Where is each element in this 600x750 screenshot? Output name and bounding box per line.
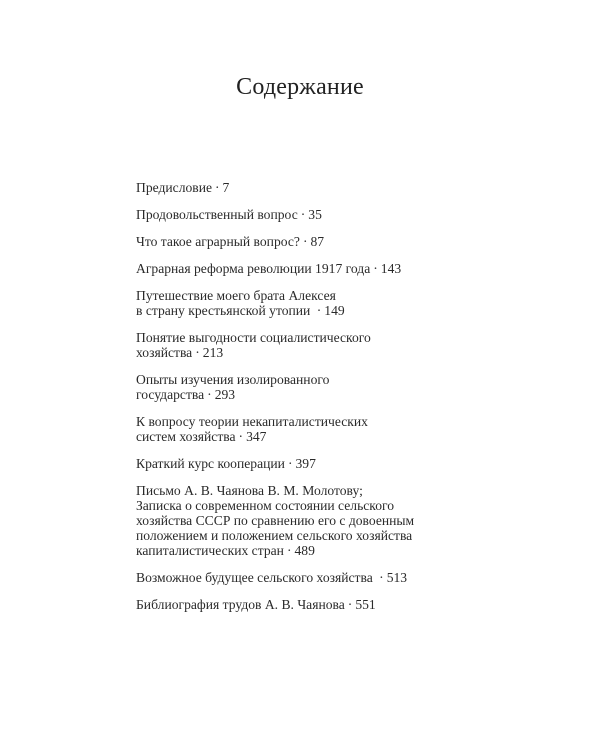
toc-entry-title-line: капиталистических стран (136, 543, 284, 558)
toc-entry[interactable]: Письмо А. В. Чаянова В. М. Молотову; Записка о современном состоянии сельского хозяйства СССР по сравнению его с довоенным положением и положением сельского хозяйства капиталистических стран · 489 (136, 483, 456, 558)
toc-entry[interactable]: Краткий курс кооперации · 397 (136, 456, 316, 471)
toc-entry-page: 35 (308, 207, 322, 222)
toc-entry-title: Что такое аграрный вопрос? (136, 234, 300, 249)
toc-entry-title: Краткий курс кооперации (136, 456, 285, 471)
toc-entry-page: 213 (202, 345, 224, 360)
toc-entry-title-line: государства (136, 387, 205, 402)
toc-entry[interactable]: Путешествие моего брата Алексея в страну крестьянской утопии · 149 (136, 288, 456, 318)
toc-entry-page: 513 (386, 570, 408, 585)
toc-entry-title: Предисловие (136, 180, 213, 195)
toc-entry-page: 397 (295, 456, 316, 471)
toc-entry-title-line: хозяйства СССР по сравнению его с довоенным (136, 513, 415, 528)
toc-entry-page: 551 (355, 597, 376, 612)
toc-entry[interactable]: Опыты изучения изолированного государства · 293 (136, 372, 456, 402)
toc-entry-title-line: положением и положением сельского хозяйства (136, 528, 413, 543)
toc-entry-title-line: в страну крестьянской утопии (136, 303, 311, 318)
toc-entry-page: 7 (222, 180, 230, 195)
toc-entry-title-line: Записка о современном состоянии сельского (136, 498, 395, 513)
toc-entry[interactable]: Продовольственный вопрос · 35 (136, 207, 322, 222)
toc-entry-page: 149 (324, 303, 345, 318)
toc-entry[interactable]: Возможное будущее сельского хозяйства · 513 (136, 570, 408, 585)
toc-entry[interactable]: К вопросу теории некапиталистических систем хозяйства · 347 (136, 414, 456, 444)
toc-entry[interactable]: Что такое аграрный вопрос? · 87 (136, 234, 325, 249)
toc-entry-title-line: Письмо А. В. Чаянова В. М. Молотову; (136, 483, 363, 498)
toc-entry-title: Продовольственный вопрос (136, 207, 298, 222)
page-title: Содержание (236, 74, 364, 100)
toc-entry[interactable]: Библиография трудов А. В. Чаянова · 551 (136, 597, 376, 612)
toc-entry-title-line: Опыты изучения изолированного (136, 372, 330, 387)
toc-entry[interactable]: Понятие выгодности социалистического хозяйства · 213 (136, 330, 456, 360)
toc-entry[interactable]: Аграрная реформа революции 1917 года · 143 (136, 261, 402, 276)
toc-entry-title-line: К вопросу теории некапиталистических (136, 414, 368, 429)
toc-entry-page: 347 (246, 429, 267, 444)
toc-entry-page: 293 (214, 387, 236, 402)
table-of-contents (136, 180, 456, 624)
toc-entry-page: 87 (310, 234, 325, 249)
toc-entry-title-line: хозяйства (136, 345, 193, 360)
toc-entry-page: 489 (294, 543, 315, 558)
toc-entry-title: Аграрная реформа революции 1917 года (136, 261, 371, 276)
toc-entry-title-line: систем хозяйства (136, 429, 236, 444)
toc-entry-title: Библиография трудов А. В. Чаянова (136, 597, 345, 612)
toc-entry[interactable]: Предисловие · 7 (136, 180, 230, 195)
toc-entry-title-line: Понятие выгодности социалистического (136, 330, 371, 345)
toc-entry-page: 143 (380, 261, 402, 276)
toc-entry-title-line: Путешествие моего брата Алексея (136, 288, 336, 303)
toc-entry-title: Возможное будущее сельского хозяйства (136, 570, 373, 585)
